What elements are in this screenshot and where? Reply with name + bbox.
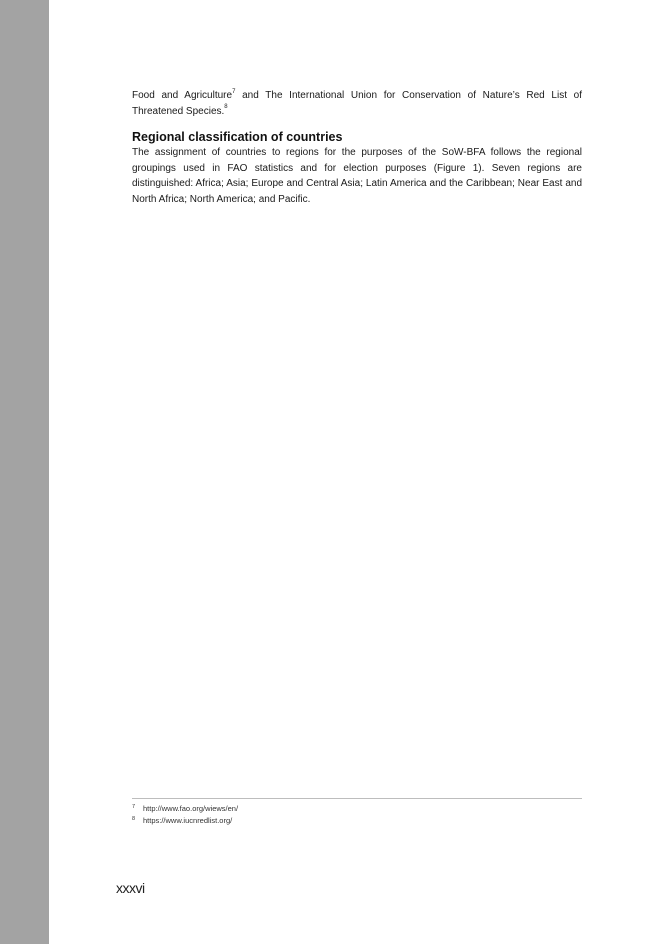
footnote-number: 7	[132, 804, 136, 810]
footnote-number: 8	[132, 816, 136, 822]
footnote-link[interactable]: http://www.fao.org/wiews/en/	[143, 804, 239, 813]
intro-text-part-1: Food and Agriculture	[132, 90, 233, 101]
footnote-8	[132, 815, 582, 827]
footnote-ref-8[interactable]: 8	[224, 104, 228, 111]
intro-paragraph	[132, 88, 582, 119]
intro-text-part-2: and The International Union for Conservation of Nature’s Red List of Threatened Species.	[132, 90, 582, 117]
section-body: The assignment of countries to regions for the purposes of the SoW-BFA follows the regional groupings used in FAO statistics and for election purposes (Figure 1). Seven regions are distinguished: Africa; Asia; Europe and Central Asia; Latin America and the Caribbean; Near East and North Africa; North America; and Pacific.	[132, 147, 582, 205]
page-side-bar	[0, 0, 49, 944]
section-heading: Regional classification of countries	[132, 130, 343, 144]
footnote-ref-7[interactable]: 7	[232, 88, 236, 95]
main-content	[132, 88, 582, 207]
page-number: xxxvi	[116, 880, 145, 896]
footnote-link[interactable]: https://www.iucnredlist.org/	[143, 816, 233, 825]
footnote-7	[132, 803, 582, 815]
footnotes	[132, 798, 582, 827]
